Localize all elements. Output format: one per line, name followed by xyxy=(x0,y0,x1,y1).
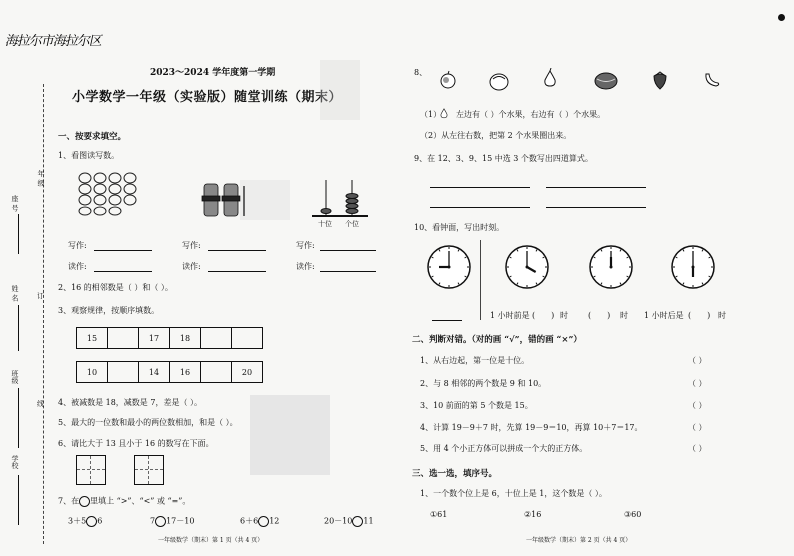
right-page xyxy=(400,0,794,556)
judge-answer-5[interactable]: （ ） xyxy=(688,444,707,453)
clock-icon xyxy=(670,244,716,290)
section3-heading: 三、选一选，填序号。 xyxy=(412,469,498,479)
writing-grid-1[interactable] xyxy=(76,455,106,485)
clock-icon xyxy=(588,244,634,290)
q8-number: 8、 xyxy=(414,68,428,77)
read-label-3: 读作: xyxy=(296,262,315,271)
name-underline xyxy=(18,305,19,351)
compare-answer-circle[interactable] xyxy=(352,516,363,527)
judge-item-3: 3、10 前面的第 5 个数是 15。 xyxy=(420,401,533,410)
binding-label-class: 班级 xyxy=(11,370,19,384)
handwritten-note: 海拉尔市海拉尔区 xyxy=(3,34,104,49)
q8-2-text: （2）从左往右数，把第 2 个水果圈出来。 xyxy=(420,131,572,140)
read-answer-2[interactable] xyxy=(208,271,266,272)
binding-label-id: 座 号 xyxy=(11,195,19,212)
write-answer-1[interactable] xyxy=(94,250,152,251)
q10-text: 10、看钟面，写出时刻。 xyxy=(414,223,505,232)
q9-text: 9、在 12、3、9、15 中选 3 个数写出四道算式。 xyxy=(414,154,593,163)
clock-paren-1[interactable]: ( ) xyxy=(532,311,555,320)
pumpkin-grid-image xyxy=(78,172,148,216)
binding-line xyxy=(43,84,44,544)
seq2-cell: 16 xyxy=(170,362,201,382)
compare-item-4 xyxy=(324,516,374,527)
pear-icon xyxy=(438,106,450,120)
judge-answer-3[interactable]: （ ） xyxy=(688,401,707,410)
equation-line-4[interactable] xyxy=(546,207,646,208)
choice-option-2[interactable]: ②16 xyxy=(524,510,542,519)
watermark-shadow xyxy=(320,60,360,120)
judge-item-5: 5、用 4 个小正方体可以拼成一个大的正方体。 xyxy=(420,444,588,453)
clock-hour-label-2: 时 xyxy=(620,311,628,320)
q7-pre: 7、在 xyxy=(58,496,80,506)
judge-item-2: 2、与 8 相邻的两个数是 9 和 10。 xyxy=(420,379,547,388)
writing-grid-2[interactable] xyxy=(134,455,164,485)
clock-center xyxy=(610,266,613,269)
section2-heading: 二、判断对错。（对的画 “√”，错的画 “×”） xyxy=(412,335,582,345)
clock-hour-label-3: 时 xyxy=(718,311,726,320)
seq1-cell: 17 xyxy=(139,328,170,348)
binding-label-ding: 订 xyxy=(37,292,44,300)
clock-before-label: 1 小时前是 xyxy=(490,311,530,320)
clock-answer-1[interactable] xyxy=(432,320,462,321)
compare-item-1 xyxy=(68,516,102,527)
seq2-cell: 14 xyxy=(139,362,170,382)
write-answer-2[interactable] xyxy=(208,250,266,251)
page-footer-right: 一年级数学（期末）第 2 页（共 4 页） xyxy=(526,537,632,544)
binding-label-xian: 线 xyxy=(37,400,44,408)
seq2-cell[interactable] xyxy=(201,362,232,382)
q8-1-prefix: （1） xyxy=(420,110,442,119)
abacus-label-ones: 个位 xyxy=(345,220,359,228)
watermelon-icon xyxy=(594,70,618,90)
read-answer-1[interactable] xyxy=(94,271,152,272)
clock-divider xyxy=(480,240,481,320)
compare-right: 6 xyxy=(97,516,103,526)
page-title: 小学数学一年级（实验版）随堂训练（期末） xyxy=(72,90,343,105)
choice-option-3[interactable]: ③60 xyxy=(624,510,642,519)
judge-answer-1[interactable]: （ ） xyxy=(688,356,707,365)
binding-label-name: 姓 名 xyxy=(11,285,19,302)
judge-answer-4[interactable]: （ ） xyxy=(688,423,707,432)
seq1-cell: 18 xyxy=(170,328,201,348)
seq1-cell[interactable] xyxy=(201,328,232,348)
q6-text: 6、请比大于 13 且小于 16 的数写在下面。 xyxy=(58,439,214,448)
compare-left: 6＋6 xyxy=(240,516,259,526)
watermark-shadow xyxy=(240,180,290,220)
q3-text: 3、观察规律，按顺序填数。 xyxy=(58,306,160,315)
binding-label-school: 学校 xyxy=(11,455,19,469)
seq2-cell[interactable] xyxy=(108,362,139,382)
year-heading: 2023～2024 学年度第一学期 xyxy=(150,68,276,78)
compare-circle-icon xyxy=(79,496,90,507)
section1-heading: 一、按要求填空。 xyxy=(58,132,127,142)
write-label-3: 写作: xyxy=(296,241,315,250)
clock-icon xyxy=(426,244,472,290)
binding-label-grade: 年 级 xyxy=(37,170,45,187)
read-answer-3[interactable] xyxy=(320,271,376,272)
choice-question-1: 1、一个数个位上是 6，十位上是 1，这个数是（ ）。 xyxy=(420,489,607,498)
compare-left: 7 xyxy=(150,516,156,526)
q5-text: 5、最大的一位数和最小的两位数相加，和是（ ）。 xyxy=(58,418,238,427)
compare-answer-circle[interactable] xyxy=(258,516,269,527)
abacus-image xyxy=(312,178,368,218)
sequence-row-2 xyxy=(76,361,263,383)
compare-right: 11 xyxy=(363,516,374,526)
compare-item-2 xyxy=(150,516,194,527)
watermark-shadow xyxy=(250,395,330,475)
orange-icon xyxy=(488,70,510,92)
page-footer-left: 一年级数学（期末）第 1 页（共 4 页） xyxy=(158,537,264,544)
banana-icon xyxy=(702,70,722,90)
abacus-label-tens: 十位 xyxy=(318,220,332,228)
clock-icon xyxy=(504,244,550,290)
seq2-cell: 10 xyxy=(77,362,108,382)
q4-text: 4、被减数是 18，减数是 7，差是（ ）。 xyxy=(58,398,202,407)
write-label-1: 写作: xyxy=(68,241,87,250)
q2-text: 2、16 的相邻数是（ ）和（ ）。 xyxy=(58,283,173,292)
sequence-row-1 xyxy=(76,327,263,349)
compare-left: 3＋5 xyxy=(68,516,87,526)
compare-item-3 xyxy=(240,516,279,527)
strawberry-icon xyxy=(650,70,670,90)
q7-post: 里填上 “>”、“<” 或 “=”。 xyxy=(90,496,191,506)
q8-1-text: 左边有（ ）个水果，右边有（ ）个水果。 xyxy=(456,110,606,119)
q7-text xyxy=(58,496,190,507)
school-underline xyxy=(18,475,19,525)
clock-paren-3[interactable]: ( ) xyxy=(688,311,711,320)
pear-icon xyxy=(540,68,560,88)
clock-after-label: 1 小时后是 xyxy=(644,311,684,320)
clock-center xyxy=(692,266,695,269)
id-underline xyxy=(18,214,19,254)
judge-answer-2[interactable]: （ ） xyxy=(688,379,707,388)
choice-option-1[interactable]: ①61 xyxy=(430,510,448,519)
seq2-cell: 20 xyxy=(241,367,253,377)
class-underline xyxy=(18,388,19,448)
compare-answer-circle[interactable] xyxy=(155,516,166,527)
clock-center xyxy=(448,266,451,269)
write-label-2: 写作: xyxy=(182,241,201,250)
equation-line-1[interactable] xyxy=(430,187,530,188)
compare-right: 17－10 xyxy=(166,516,195,526)
seq1-cell[interactable] xyxy=(108,328,139,348)
seq1-cell[interactable] xyxy=(232,328,262,348)
read-label-1: 读作: xyxy=(68,262,87,271)
read-label-2: 读作: xyxy=(182,262,201,271)
equation-line-3[interactable] xyxy=(430,207,530,208)
judge-item-4: 4、计算 19－9＋7 时，先算 19－9＝10，再算 10＋7＝17。 xyxy=(420,423,643,432)
clock-paren-2[interactable]: ( ) xyxy=(588,311,611,320)
write-answer-3[interactable] xyxy=(320,250,376,251)
judge-item-1: 1、从右边起，第一位是十位。 xyxy=(420,356,530,365)
equation-line-2[interactable] xyxy=(546,187,646,188)
compare-left: 20－10 xyxy=(324,516,353,526)
apple-icon xyxy=(438,70,458,90)
compare-answer-circle[interactable] xyxy=(86,516,97,527)
q1-text: 1、看图读写数。 xyxy=(58,151,120,160)
clock-hour-label-1: 时 xyxy=(560,311,568,320)
clock-center xyxy=(526,266,529,269)
compare-right: 12 xyxy=(269,516,280,526)
seq1-cell: 15 xyxy=(77,328,108,348)
